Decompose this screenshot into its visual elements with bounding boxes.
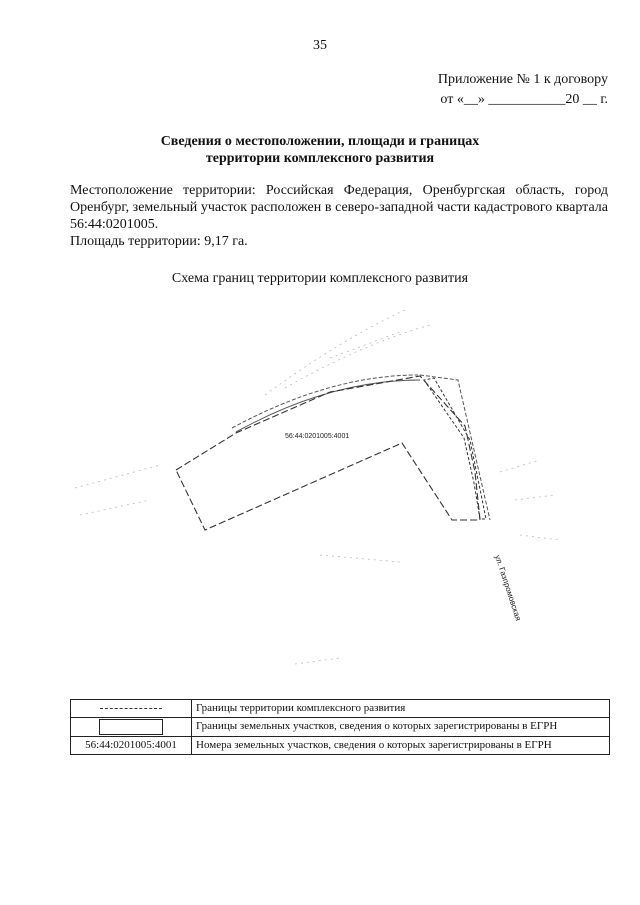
document-body [70,182,608,250]
scheme-title: Схема границ территории комплексного развития [171,271,469,286]
legend-table [70,699,610,755]
road-lines [232,375,490,520]
title-line-1: Сведения о местоположении, площади и границах [160,134,480,149]
legend-text: Границы территории комплексного развития [192,700,610,718]
legend-symbol-box [71,718,192,737]
document-title [0,133,640,167]
legend-row [71,737,610,755]
legend-row [71,718,610,737]
legend-symbol-number: 56:44:0201005:4001 [71,737,192,755]
title-line-2: территории комплексного развития [205,151,435,166]
legend-text: Номера земельных участков, сведения о которых зарегистрированы в ЕГРН [192,737,610,755]
location-paragraph: Местоположение территории: Российская Федерация, Оренбургская область, город Оренбург, земельный участок расположен в северо-западной части кадастрового квартала 56:44:0201005. [70,183,608,232]
street-label: ул. Газпромовская [493,553,523,622]
appendix-line-1: Приложение № 1 к договору [437,72,608,87]
territory-boundary [176,376,480,530]
adjacent-strip-boundary [424,378,486,519]
background-faint-lines [75,310,560,664]
legend-text: Границы земельных участков, сведения о которых зарегистрированы в ЕГРН [192,718,610,737]
area-paragraph: Площадь территории: 9,17 га. [70,234,248,249]
legend-row [71,700,610,718]
legend-symbol-dashed [71,700,192,718]
boundary-scheme-map [0,300,640,690]
appendix-line-2: от «__» ___________20 __ г. [440,92,608,107]
appendix-header [438,70,608,110]
page-number: 35 [313,38,327,53]
parcel-label: 56:44:0201005:4001 [285,433,350,440]
